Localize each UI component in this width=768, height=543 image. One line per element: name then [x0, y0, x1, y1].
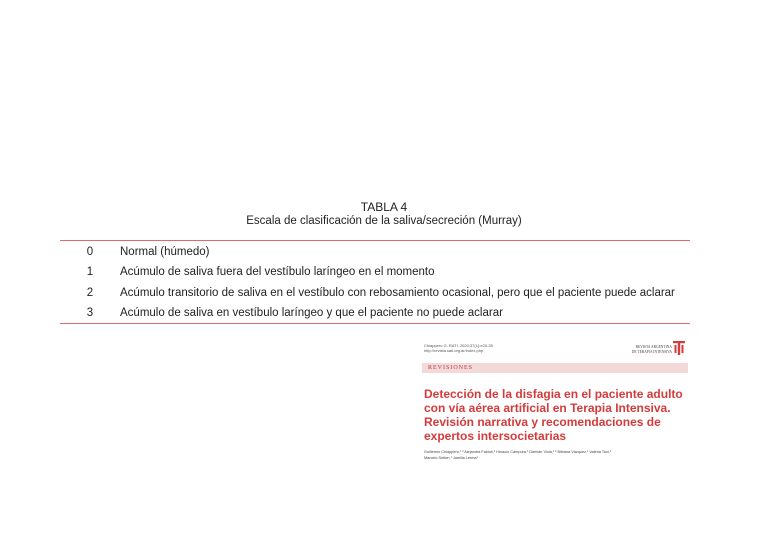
row-number: 0 — [86, 246, 94, 258]
table-row — [0, 283, 768, 303]
journal-name — [632, 345, 672, 354]
row-description: Acúmulo de saliva en vestíbulo laríngeo y que el paciente no puede aclarar — [120, 307, 503, 319]
row-number: 1 — [86, 266, 94, 278]
citation-url: http://revista.sati.org.ar/index.php — [424, 348, 484, 353]
article-thumbnail — [418, 333, 694, 466]
row-description: Acúmulo de saliva fuera del vestíbulo laríngeo en el momento — [120, 266, 435, 278]
row-description: Normal (húmedo) — [120, 246, 210, 258]
row-description: Acúmulo transitorio de saliva en el vestíbulo con rebosamiento ocasional, pero que el paciente puede aclarar — [120, 287, 675, 299]
authors-line: Guillermo Chiappero,¹ ² Alejandra Falduti,¹ Horacio Cámpora,¹ Damián Viola,¹ ² Bibiana Vázquez,¹ Valeria Toni,¹ — [424, 450, 612, 454]
article-citation — [424, 343, 544, 353]
journal-logo-icon — [672, 340, 686, 356]
section-label: REVISIONES — [428, 365, 474, 371]
citation-line: Chiappero G. RATI. 2020;37(1):e20-35 — [424, 343, 493, 348]
table-subtitle: Escala de clasificación de la saliva/secreción (Murray) — [246, 215, 522, 227]
article-title-line: expertos intersocietarias — [424, 429, 567, 443]
table-title: TABLA 4 — [360, 200, 408, 214]
journal-name-line: DE TERAPIA INTENSIVA — [631, 349, 672, 354]
row-number: 3 — [86, 307, 94, 319]
journal-name-line: REVISTA ARGENTINA — [635, 345, 672, 349]
section-band — [422, 363, 688, 373]
row-number: 2 — [86, 287, 94, 299]
table-row — [0, 303, 768, 323]
article-authors — [424, 449, 692, 461]
table-row — [0, 242, 768, 262]
article-title — [424, 387, 692, 443]
article-title-line: Revisión narrativa y recomendaciones de — [424, 415, 661, 429]
article-title-line: Detección de la disfagia en el paciente adulto — [424, 387, 683, 401]
table-bottom-rule — [60, 323, 690, 324]
table-top-rule — [60, 240, 690, 241]
article-title-line: con vía aérea artificial en Terapia Intensiva. — [424, 401, 671, 415]
authors-line: Marcelo Setten,¹ Jamilia Lerma¹ — [424, 456, 478, 460]
table-row — [0, 262, 768, 282]
